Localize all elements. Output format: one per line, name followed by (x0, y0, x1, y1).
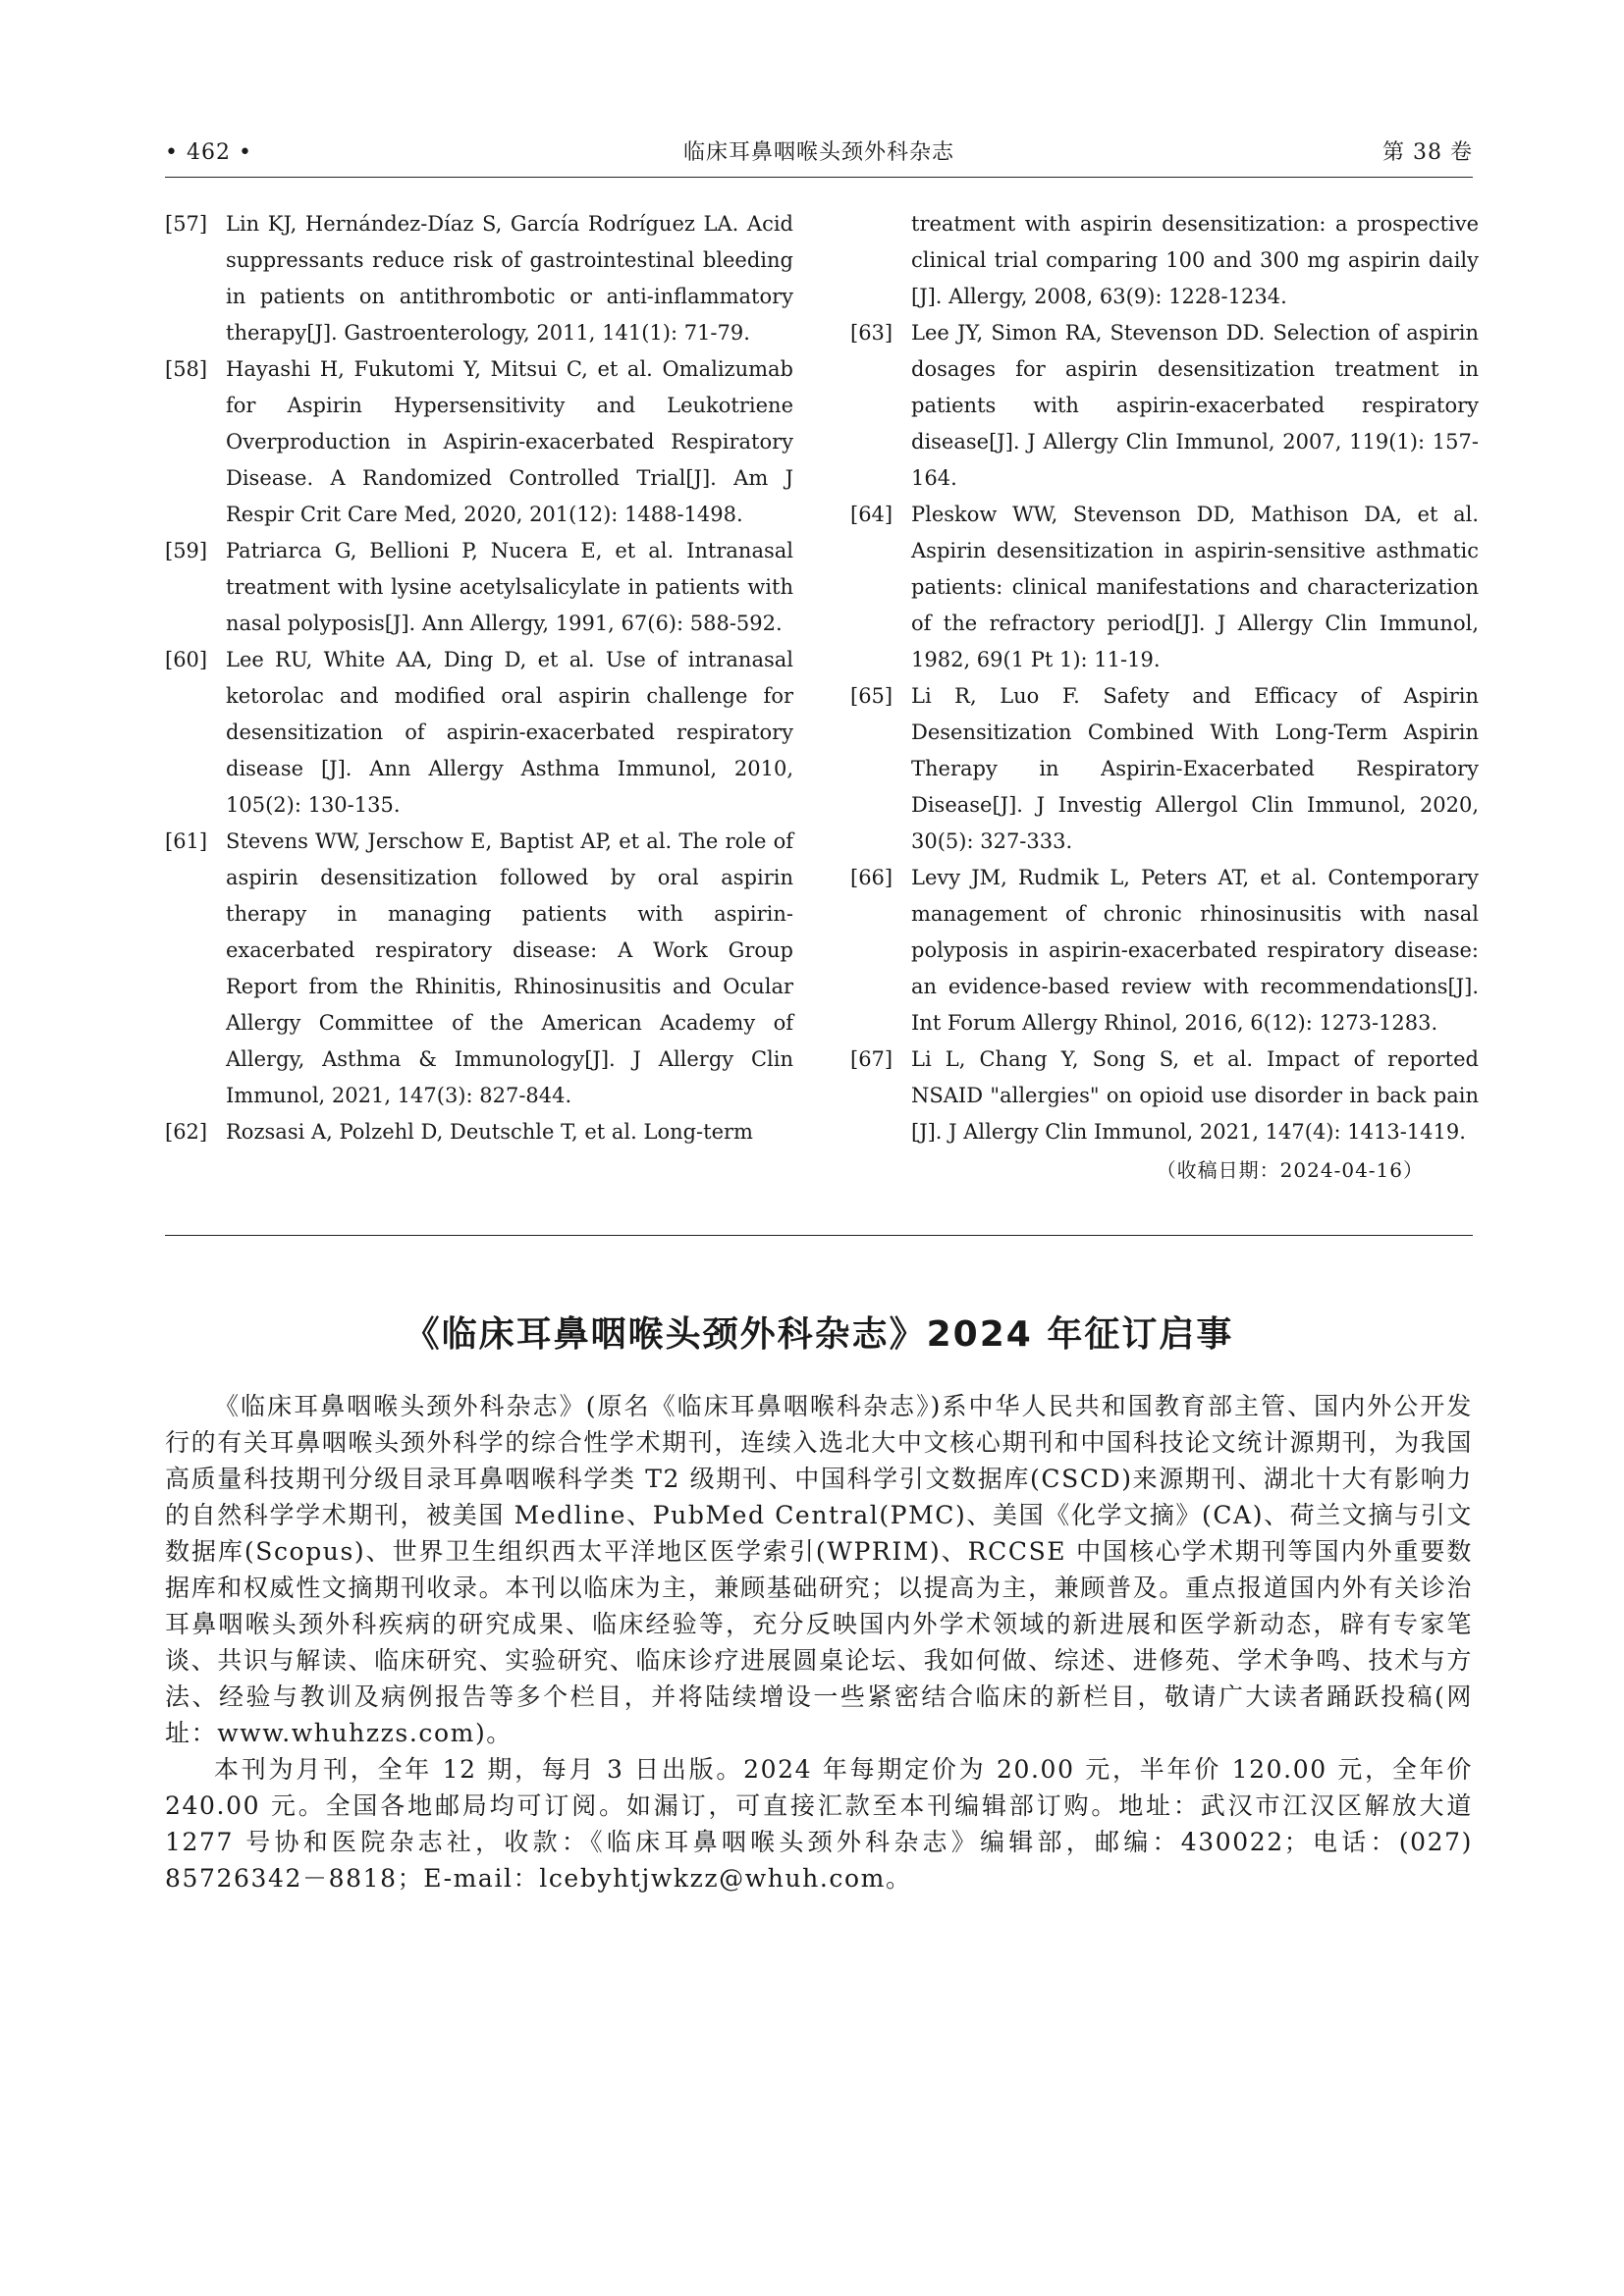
reference-item (850, 497, 1479, 678)
reference-number: [66] (850, 866, 893, 889)
reference-text: Lee RU, White AA, Ding D, et al. Use of intranasal ketorolac and modified oral aspirin challenge for desensitization of aspirin-exacerbated respiratory disease [J]. Ann Allergy Asthma Immunol, 2010, 105(2): 130-135. (226, 648, 793, 817)
reference-number: [63] (850, 321, 893, 345)
reference-number: [58] (165, 357, 208, 381)
reference-text: Lee JY, Simon RA, Stevenson DD. Selection of aspirin dosages for aspirin desensitization treatment in patients with aspirin-exacerbated respiratory disease[J]. J Allergy Clin Immunol, 2007, 119(1): 157-164. (911, 321, 1479, 490)
reference-item (165, 206, 793, 351)
header-rule (165, 177, 1473, 178)
reference-item (850, 1041, 1479, 1150)
reference-number: [62] (165, 1120, 208, 1144)
reference-text: Rozsasi A, Polzehl D, Deutschle T, et al. Long-term (226, 1120, 753, 1144)
reference-item (165, 642, 793, 824)
reference-item (850, 315, 1479, 497)
reference-text: Li L, Chang Y, Song S, et al. Impact of reported NSAID "allergies" on opioid use disorder in back pain [J]. J Allergy Clin Immunol, 2021, 147(4): 1413-1419. (911, 1047, 1479, 1144)
reference-text: Li R, Luo F. Safety and Efficacy of Aspirin Desensitization Combined With Long-Term Aspirin Therapy in Aspirin-Exacerbated Respiratory Disease[J]. J Investig Allergol Clin Immunol, 2020, 30(5): 327-333. (911, 684, 1479, 853)
reference-number: [59] (165, 539, 208, 562)
section-divider (165, 1235, 1473, 1236)
reference-text: Hayashi H, Fukutomi Y, Mitsui C, et al. Omalizumab for Aspirin Hypersensitivity and Leukotriene Overproduction in Aspirin-exacerbated Respiratory Disease. A Randomized Controlled Trial[J]. Am J Respir Crit Care Med, 2020, 201(12): 1488-1498. (226, 357, 793, 526)
reference-text: Pleskow WW, Stevenson DD, Mathison DA, et al. Aspirin desensitization in aspirin-sensitive asthmatic patients: clinical manifestations and characterization of the refractory period[J]. J Allergy Clin Immunol, 1982, 69(1 Pt 1): 11-19. (911, 503, 1479, 671)
reference-item (850, 860, 1479, 1041)
reference-item (165, 1114, 793, 1150)
received-date: （收稿日期：2024-04-16） (1156, 1158, 1424, 1182)
notice-paragraph: 《临床耳鼻咽喉头颈外科杂志》(原名《临床耳鼻咽喉科杂志》)系中华人民共和国教育部主管、国内外公开发行的有关耳鼻咽喉头颈外科学的综合性学术期刊，连续入选北大中文核心期刊和中国科技论文统计源期刊，为我国高质量科技期刊分级目录耳鼻咽喉科学类 T2 级期刊、中国科学引文数据库(CSCD)来源期刊、湖北十大有影响力的自然科学学术期刊，被美国 Medline、PubMed Central(PMC)、美国《化学文摘》(CA)、荷兰文摘与引文数据库(Scopus)、世界卫生组织西太平洋地区医学索引(WPRIM)、RCCSE 中国核心学术期刊等国内外重要数据库和权威性文摘期刊收录。本刊以临床为主，兼顾基础研究；以提高为主，兼顾普及。重点报道国内外有关诊治耳鼻咽喉头颈外科疾病的研究成果、临床经验等，充分反映国内外学术领域的新进展和医学新动态，辟有专家笔谈、共识与解读、临床研究、实验研究、临床诊疗进展圆桌论坛、我如何做、综述、进修苑、学术争鸣、技术与方法、经验与教训及病例报告等多个栏目，并将陆续增设一些紧密结合临床的新栏目，敬请广大读者踊跃投稿(网址：www.whuhzzs.com)。 (165, 1392, 1473, 1747)
reference-number: [67] (850, 1047, 893, 1071)
reference-item (165, 533, 793, 642)
running-header (165, 135, 1473, 171)
reference-text: Levy JM, Rudmik L, Peters AT, et al. Contemporary management of chronic rhinosinusitis with nasal polyposis in aspirin-exacerbated respiratory disease: an evidence-based review with recommendations[J]. Int Forum Allergy Rhinol, 2016, 6(12): 1273-1283. (911, 866, 1479, 1035)
reference-number: [64] (850, 503, 893, 526)
references-right-column (850, 206, 1479, 1189)
references-left-column (165, 206, 793, 1150)
reference-text: Lin KJ, Hernández-Díaz S, García Rodríguez LA. Acid suppressants reduce risk of gastrointestinal bleeding in patients on antithrombotic or anti-inflammatory therapy[J]. Gastroenterology, 2011, 141(1): 71-79. (226, 212, 793, 345)
reference-item (165, 824, 793, 1114)
page-number: • 462 • (165, 140, 252, 165)
reference-number: [57] (165, 212, 208, 236)
reference-number: [65] (850, 684, 893, 708)
reference-item (165, 351, 793, 533)
reference-item (850, 678, 1479, 860)
reference-continuation: treatment with aspirin desensitization: a prospective clinical trial comparing 100 and 300 mg aspirin daily [J]. Allergy, 2008, 63(9): 1228-1234. (911, 212, 1479, 308)
notice-paragraph: 本刊为月刊，全年 12 期，每月 3 日出版。2024 年每期定价为 20.00 元，半年价 120.00 元，全年价 240.00 元。全国各地邮局均可订阅。如漏订，可直接汇款至本刊编辑部订购。地址：武汉市江汉区解放大道 1277 号协和医院杂志社，收款：《临床耳鼻咽喉头颈外科杂志》编辑部，邮编：430022；电话：(027) 85726342－8818；E-mail：lcebyhtjwkzz@whuh.com。 (165, 1755, 1473, 1893)
notice-title: 《临床耳鼻咽喉头颈外科杂志》2024 年征订启事 (404, 1314, 1234, 1355)
volume-number: 第 38 卷 (1382, 140, 1473, 165)
reference-number: [60] (165, 648, 208, 671)
journal-name: 临床耳鼻咽喉头颈外科杂志 (682, 140, 954, 165)
subscription-notice (165, 1388, 1473, 1896)
reference-number: [61] (165, 829, 208, 853)
reference-text: Patriarca G, Bellioni P, Nucera E, et al. Intranasal treatment with lysine acetylsalicylate in patients with nasal polyposis[J]. Ann Allergy, 1991, 67(6): 588-592. (226, 539, 793, 635)
reference-text: Stevens WW, Jerschow E, Baptist AP, et al. The role of aspirin desensitization followed by oral aspirin therapy in managing patients with aspirin-exacerbated respiratory disease: A Work Group Report from the Rhinitis, Rhinosinusitis and Ocular Allergy Committee of the American Academy of Allergy, Asthma & Immunology[J]. J Allergy Clin Immunol, 2021, 147(3): 827-844. (226, 829, 793, 1107)
